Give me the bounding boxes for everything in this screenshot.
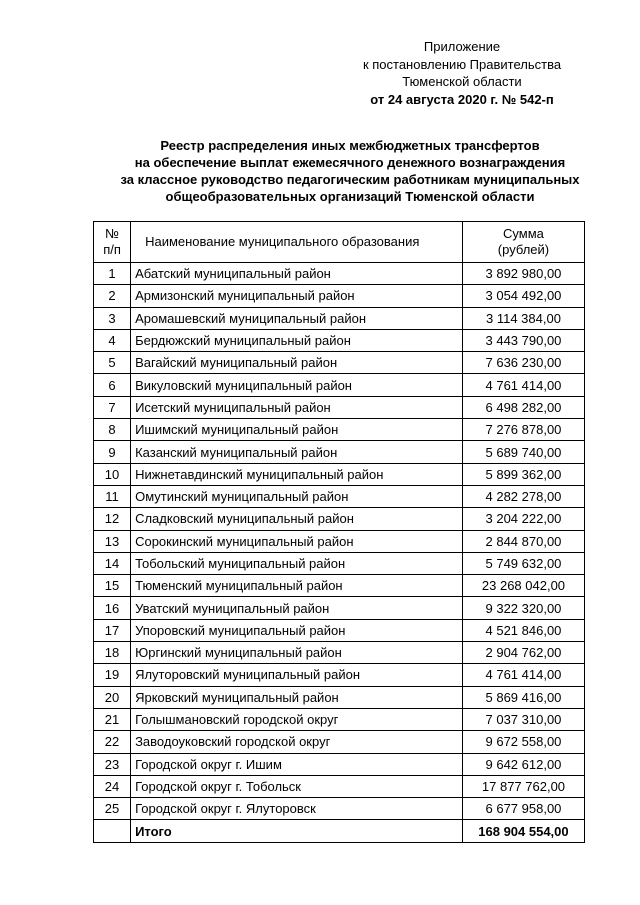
row-sum: 4 282 278,00 [462,485,584,507]
row-sum: 6 677 958,00 [462,798,584,820]
table-row [94,485,585,507]
row-name: Сорокинский муниципальный район [131,530,463,552]
row-sum: 9 322 320,00 [462,597,584,619]
table-row [94,441,585,463]
row-sum: 4 521 846,00 [462,619,584,641]
row-num: 9 [94,441,131,463]
table-row [94,530,585,552]
table-header-row [94,222,585,263]
row-sum: 6 498 282,00 [462,396,584,418]
row-sum: 9 642 612,00 [462,753,584,775]
header-num [94,222,131,263]
appendix-date: от 24 августа 2020 г. № 542-п [370,91,554,107]
table-row [94,708,585,730]
appendix-line-1: Приложение [423,39,501,54]
row-sum: 7 037 310,00 [462,708,584,730]
title-line-3: за классное руководство педагогическим работникам муниципальных [120,172,580,187]
row-num: 7 [94,396,131,418]
table-row [94,396,585,418]
row-num: 16 [94,597,131,619]
row-name: Юргинский муниципальный район [131,642,463,664]
row-name: Ярковский муниципальный район [131,686,463,708]
row-name: Викуловский муниципальный район [131,374,463,396]
total-row [94,820,585,842]
row-sum: 9 672 558,00 [462,731,584,753]
total-label: Итого [131,820,463,842]
row-name: Исетский муниципальный район [131,396,463,418]
row-num: 14 [94,552,131,574]
document-title [60,137,640,205]
row-sum: 5 899 362,00 [462,463,584,485]
table-row [94,263,585,285]
appendix-block [332,38,592,108]
header-num-line-2: п/п [103,242,121,257]
row-name: Уватский муниципальный район [131,597,463,619]
row-name: Ялуторовский муниципальный район [131,664,463,686]
row-num: 15 [94,575,131,597]
row-sum: 17 877 762,00 [462,775,584,797]
row-num: 12 [94,508,131,530]
row-num: 19 [94,664,131,686]
row-num: 21 [94,708,131,730]
row-sum: 3 204 222,00 [462,508,584,530]
row-name: Ишимский муниципальный район [131,419,463,441]
row-name: Омутинский муниципальный район [131,485,463,507]
row-sum: 2 904 762,00 [462,642,584,664]
row-num: 2 [94,285,131,307]
row-sum: 7 276 878,00 [462,419,584,441]
row-sum: 4 761 414,00 [462,374,584,396]
table-row [94,419,585,441]
row-name: Вагайский муниципальный район [131,352,463,374]
row-name: Городской округ г. Ишим [131,753,463,775]
row-name: Городской округ г. Ялуторовск [131,798,463,820]
row-name: Тобольский муниципальный район [131,552,463,574]
row-num: 10 [94,463,131,485]
header-num-line-1: № [105,226,120,241]
row-num: 3 [94,307,131,329]
row-sum: 3 054 492,00 [462,285,584,307]
row-sum: 4 761 414,00 [462,664,584,686]
row-name: Тюменский муниципальный район [131,575,463,597]
table-row [94,686,585,708]
row-num: 22 [94,731,131,753]
table-row [94,329,585,351]
title-line-4: общеобразовательных организаций Тюменской области [165,189,535,204]
row-num: 18 [94,642,131,664]
table-row [94,775,585,797]
row-sum: 3 443 790,00 [462,329,584,351]
header-sum-line-1: Сумма [503,226,544,241]
row-sum: 2 844 870,00 [462,530,584,552]
appendix-line-2: к постановлению Правительства [362,56,562,72]
row-num: 23 [94,753,131,775]
row-name: Аромашевский муниципальный район [131,307,463,329]
row-num: 13 [94,530,131,552]
table-row [94,285,585,307]
table-row [94,352,585,374]
table-row [94,463,585,485]
total-sum: 168 904 554,00 [462,820,584,842]
row-sum: 5 749 632,00 [462,552,584,574]
table-row [94,307,585,329]
table-row [94,374,585,396]
row-sum: 23 268 042,00 [462,575,584,597]
row-name: Упоровский муниципальный район [131,619,463,641]
table-body [94,263,585,820]
row-num: 11 [94,485,131,507]
title-line-2: на обеспечение выплат ежемесячного денежного вознаграждения [134,155,566,170]
header-sum-line-2: (рублей) [497,242,550,257]
row-num: 6 [94,374,131,396]
row-num: 25 [94,798,131,820]
row-name: Абатский муниципальный район [131,263,463,285]
table-row [94,753,585,775]
row-sum: 7 636 230,00 [462,352,584,374]
row-sum: 3 892 980,00 [462,263,584,285]
row-num: 24 [94,775,131,797]
table-row [94,798,585,820]
row-sum: 5 689 740,00 [462,441,584,463]
row-name: Нижнетавдинский муниципальный район [131,463,463,485]
row-name: Армизонский муниципальный район [131,285,463,307]
row-num: 1 [94,263,131,285]
header-sum [462,222,584,263]
table-row [94,664,585,686]
row-sum: 3 114 384,00 [462,307,584,329]
header-name: Наименование муниципального образования [131,222,463,263]
table-row [94,575,585,597]
table-row [94,731,585,753]
row-num: 4 [94,329,131,351]
row-num: 20 [94,686,131,708]
row-num: 8 [94,419,131,441]
registry-table [93,221,585,843]
row-name: Сладковский муниципальный район [131,508,463,530]
table-row [94,642,585,664]
title-line-1: Реестр распределения иных межбюджетных трансфертов [160,138,540,153]
table-row [94,597,585,619]
row-num: 17 [94,619,131,641]
total-num [94,820,131,842]
table-row [94,508,585,530]
row-name: Казанский муниципальный район [131,441,463,463]
appendix-line-3: Тюменской области [402,74,522,89]
row-num: 5 [94,352,131,374]
table-row [94,619,585,641]
row-name: Заводоуковский городской округ [131,731,463,753]
row-sum: 5 869 416,00 [462,686,584,708]
table-row [94,552,585,574]
row-name: Городской округ г. Тобольск [131,775,463,797]
row-name: Голышмановский городской округ [131,708,463,730]
row-name: Бердюжский муниципальный район [131,329,463,351]
